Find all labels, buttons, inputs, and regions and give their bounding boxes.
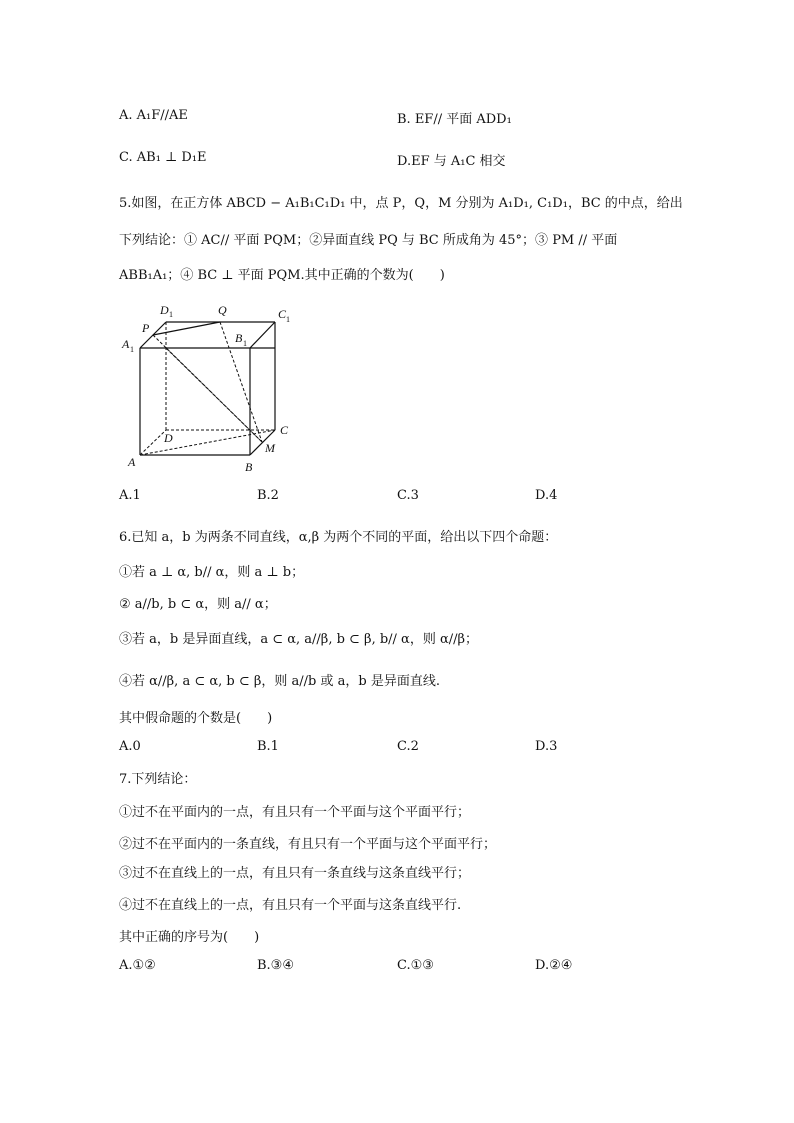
q4-option-b: B. EF// 平面 ADD₁ [397,112,512,127]
q6-option-b: B.1 [257,739,279,754]
label-A: A [128,455,136,469]
q5-stem-line2: 下列结论：① AC// 平面 PQM；②异面直线 PQ 与 BC 所成角为 45°；③ PM // 平面 [119,233,618,248]
q6-proposition-4: ④若 α//β, a ⊂ α, b ⊂ β，则 a//b 或 a，b 是异面直线. [119,674,440,689]
label-P: P [142,321,150,335]
label-D1: D [160,303,169,317]
q7-statement-3: ③过不在直线上的一点，有且只有一条直线与这条直线平行； [119,866,471,881]
label-B: B [245,460,253,474]
q6-proposition-3: ③若 a，b 是异面直线，a ⊂ α, a//β, b ⊂ β, b// α，则 α//β； [119,632,479,647]
label-Q: Q [218,303,227,317]
q5-stem-line1: 5.如图，在正方体 ABCD − A₁B₁C₁D₁ 中，点 P，Q，M 分别为 A₁D₁, C₁D₁，BC 的中点，给出 [119,196,683,211]
q7-statement-2: ②过不在平面内的一条直线，有且只有一个平面与这个平面平行； [119,837,497,852]
label-C: C [280,423,289,437]
label-B1: B [235,331,243,345]
q5-option-d: D.4 [535,488,558,503]
q7-statement-1: ①过不在平面内的一点，有且只有一个平面与这个平面平行； [119,805,471,820]
q4-option-c: C. AB₁ ⊥ D₁E [119,150,207,165]
q7-option-b: B.③④ [257,958,294,973]
q5-stem-line3: ABB₁A₁；④ BC ⊥ 平面 PQM.其中正确的个数为( ) [119,268,445,283]
label-A1: A [122,337,130,351]
q7-option-c: C.①③ [397,958,434,973]
q6-option-c: C.2 [397,739,419,754]
cube-figure [118,300,318,480]
q6-option-d: D.3 [535,739,558,754]
label-C1-sub: 1 [286,315,290,324]
q6-stem: 6.已知 a，b 为两条不同直线，α,β 为两个不同的平面，给出以下四个命题： [119,530,558,545]
label-C1: C [278,307,287,321]
q4-option-a: A. A₁F//AE [119,108,188,123]
label-A1-sub: 1 [130,345,134,354]
label-D1-sub: 1 [169,310,173,319]
label-B1-sub: 1 [243,339,247,348]
q5-option-b: B.2 [257,488,279,503]
q7-option-a: A.①② [119,958,156,973]
q4-option-d: D.EF 与 A₁C 相交 [397,154,506,169]
q7-option-d: D.②④ [535,958,573,973]
q7-stem: 7.下列结论： [119,772,197,787]
q5-option-c: C.3 [397,488,419,503]
q5-option-a: A.1 [119,488,141,503]
q7-question: 其中正确的序号为( ) [119,930,260,945]
q6-proposition-1: ①若 a ⊥ α, b// α，则 a ⊥ b； [119,565,305,580]
label-D: D [164,431,173,445]
q6-question: 其中假命题的个数是( ) [119,711,273,726]
label-M: M [265,441,275,455]
q6-option-a: A.0 [119,739,141,754]
q7-statement-4: ④过不在直线上的一点，有且只有一个平面与这条直线平行. [119,898,462,913]
q6-proposition-2: ② a//b, b ⊂ α，则 a// α； [119,597,277,612]
